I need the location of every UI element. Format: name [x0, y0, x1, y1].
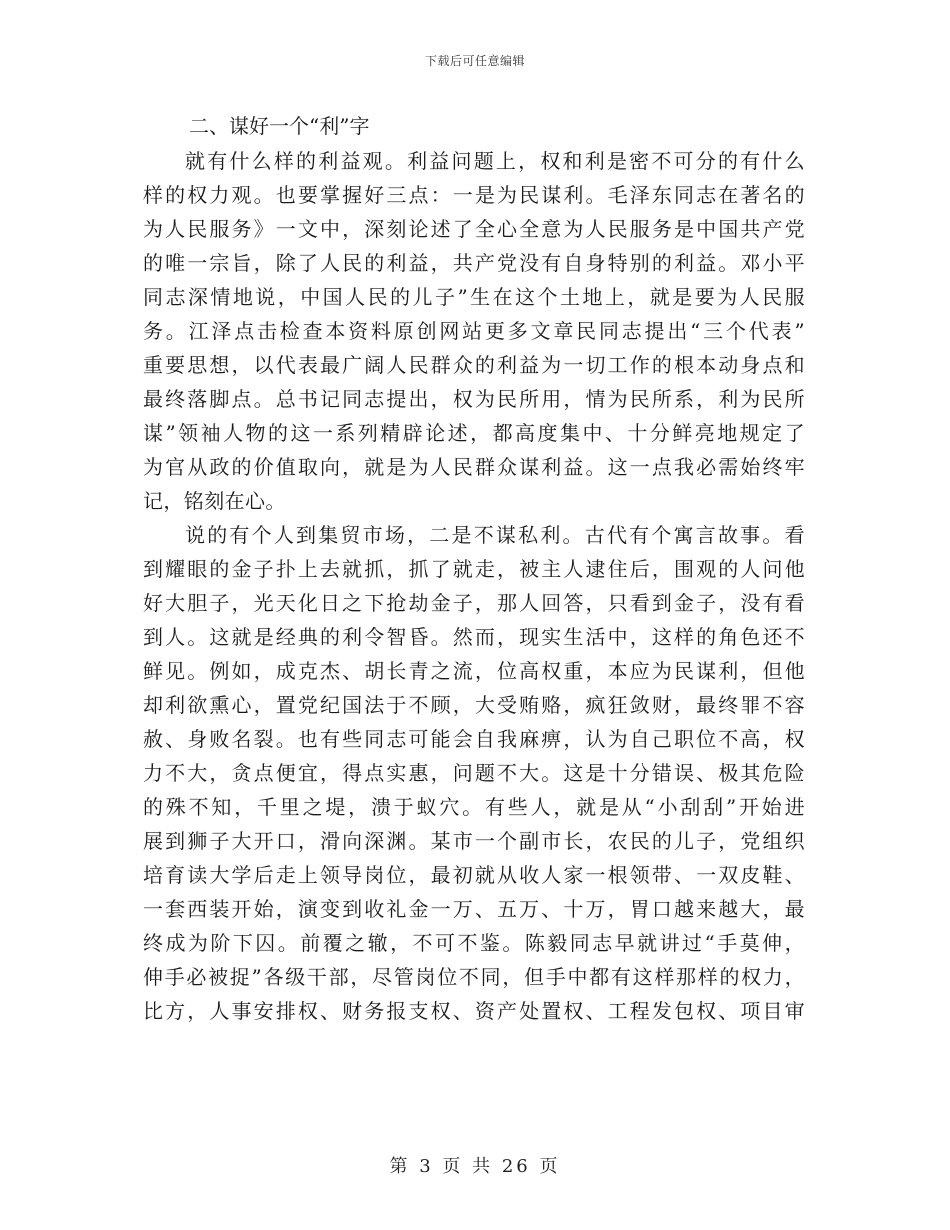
text-line: 展到狮子大开口，滑向深渊。某市一个副市长，农民的儿子，党组织 [143, 829, 805, 853]
text-line: 说的有个人到集贸市场，二是不谋私利。古代有个寓言故事。看 [185, 523, 805, 547]
text-line: 记，铭刻在心。 [143, 489, 286, 513]
section-heading: 二、谋好一个“利”字 [189, 114, 370, 138]
text-line: 为人民服务》一文中，深刻论述了全心全意为人民服务是中国共产党 [143, 217, 805, 241]
text-line: 鲜见。例如，成克杰、胡长青之流，位高权重，本应为民谋利，但他 [143, 659, 805, 683]
text-line: 比方，人事安排权、财务报支权、资产处置权、工程发包权、项目审 [143, 999, 805, 1023]
paragraph-1 [143, 144, 805, 518]
text-line: 样的权力观。也要掌握好三点：一是为民谋利。毛泽东同志在著名的 [143, 183, 805, 207]
paragraph-2 [143, 518, 805, 1028]
text-line: 务。江泽点击检查本资料原创网站更多文章民同志提出“三个代表” [143, 319, 805, 343]
text-line: 同志深情地说，中国人民的儿子”生在这个土地上，就是要为人民服 [143, 285, 805, 309]
text-line: 重要思想，以代表最广阔人民群众的利益为一切工作的根本动身点和 [143, 353, 805, 377]
text-line: 好大胆子，光天化日之下抢劫金子，那人回答，只看到金子，没有看 [143, 591, 805, 615]
page-number: 第 3 页 共 26 页 [389, 1156, 561, 1177]
text-line: 赦、身败名裂。也有些同志可能会自我麻痹，认为自己职位不高，权 [143, 727, 805, 751]
text-line: 力不大，贪点便宜，得点实惠，问题不大。这是十分错误、极其危险 [143, 761, 805, 785]
text-line: 到耀眼的金子扑上去就抓，抓了就走，被主人逮住后，围观的人问他 [143, 557, 805, 581]
text-line: 最终落脚点。总书记同志提出，权为民所用，情为民所系，利为民所 [143, 387, 805, 411]
text-line: 伸手必被捉”各级干部，尽管岗位不同，但手中都有这样那样的权力， [143, 965, 805, 989]
page-header-note: 下载后可任意编辑 [424, 54, 525, 68]
text-line: 却利欲熏心，置党纪国法于不顾，大受贿赂，疯狂敛财，最终罪不容 [143, 693, 805, 717]
text-line: 的殊不知，千里之堤，溃于蚁穴。有些人，就是从“小刮刮”开始进 [143, 795, 805, 819]
text-line: 为官从政的价值取向，就是为人民群众谋利益。这一点我必需始终牢 [143, 455, 805, 479]
text-line: 谋”领袖人物的这一系列精辟论述，都高度集中、十分鲜亮地规定了 [143, 421, 805, 445]
text-line: 终成为阶下囚。前覆之辙，不可不鉴。陈毅同志早就讲过“手莫伸， [143, 931, 805, 955]
text-line: 一套西装开始，演变到收礼金一万、五万、十万，胃口越来越大，最 [143, 897, 805, 921]
text-line: 到人。这就是经典的利令智昏。然而，现实生活中，这样的角色还不 [143, 625, 805, 649]
text-line: 就有什么样的利益观。利益问题上，权和利是密不可分的有什么 [185, 149, 805, 173]
text-line: 培育读大学后走上领导岗位，最初就从收人家一根领带、一双皮鞋、 [143, 863, 805, 887]
document-body [143, 108, 805, 1028]
text-line: 的唯一宗旨，除了人民的利益，共产党没有自身特别的利益。邓小平 [143, 251, 805, 275]
